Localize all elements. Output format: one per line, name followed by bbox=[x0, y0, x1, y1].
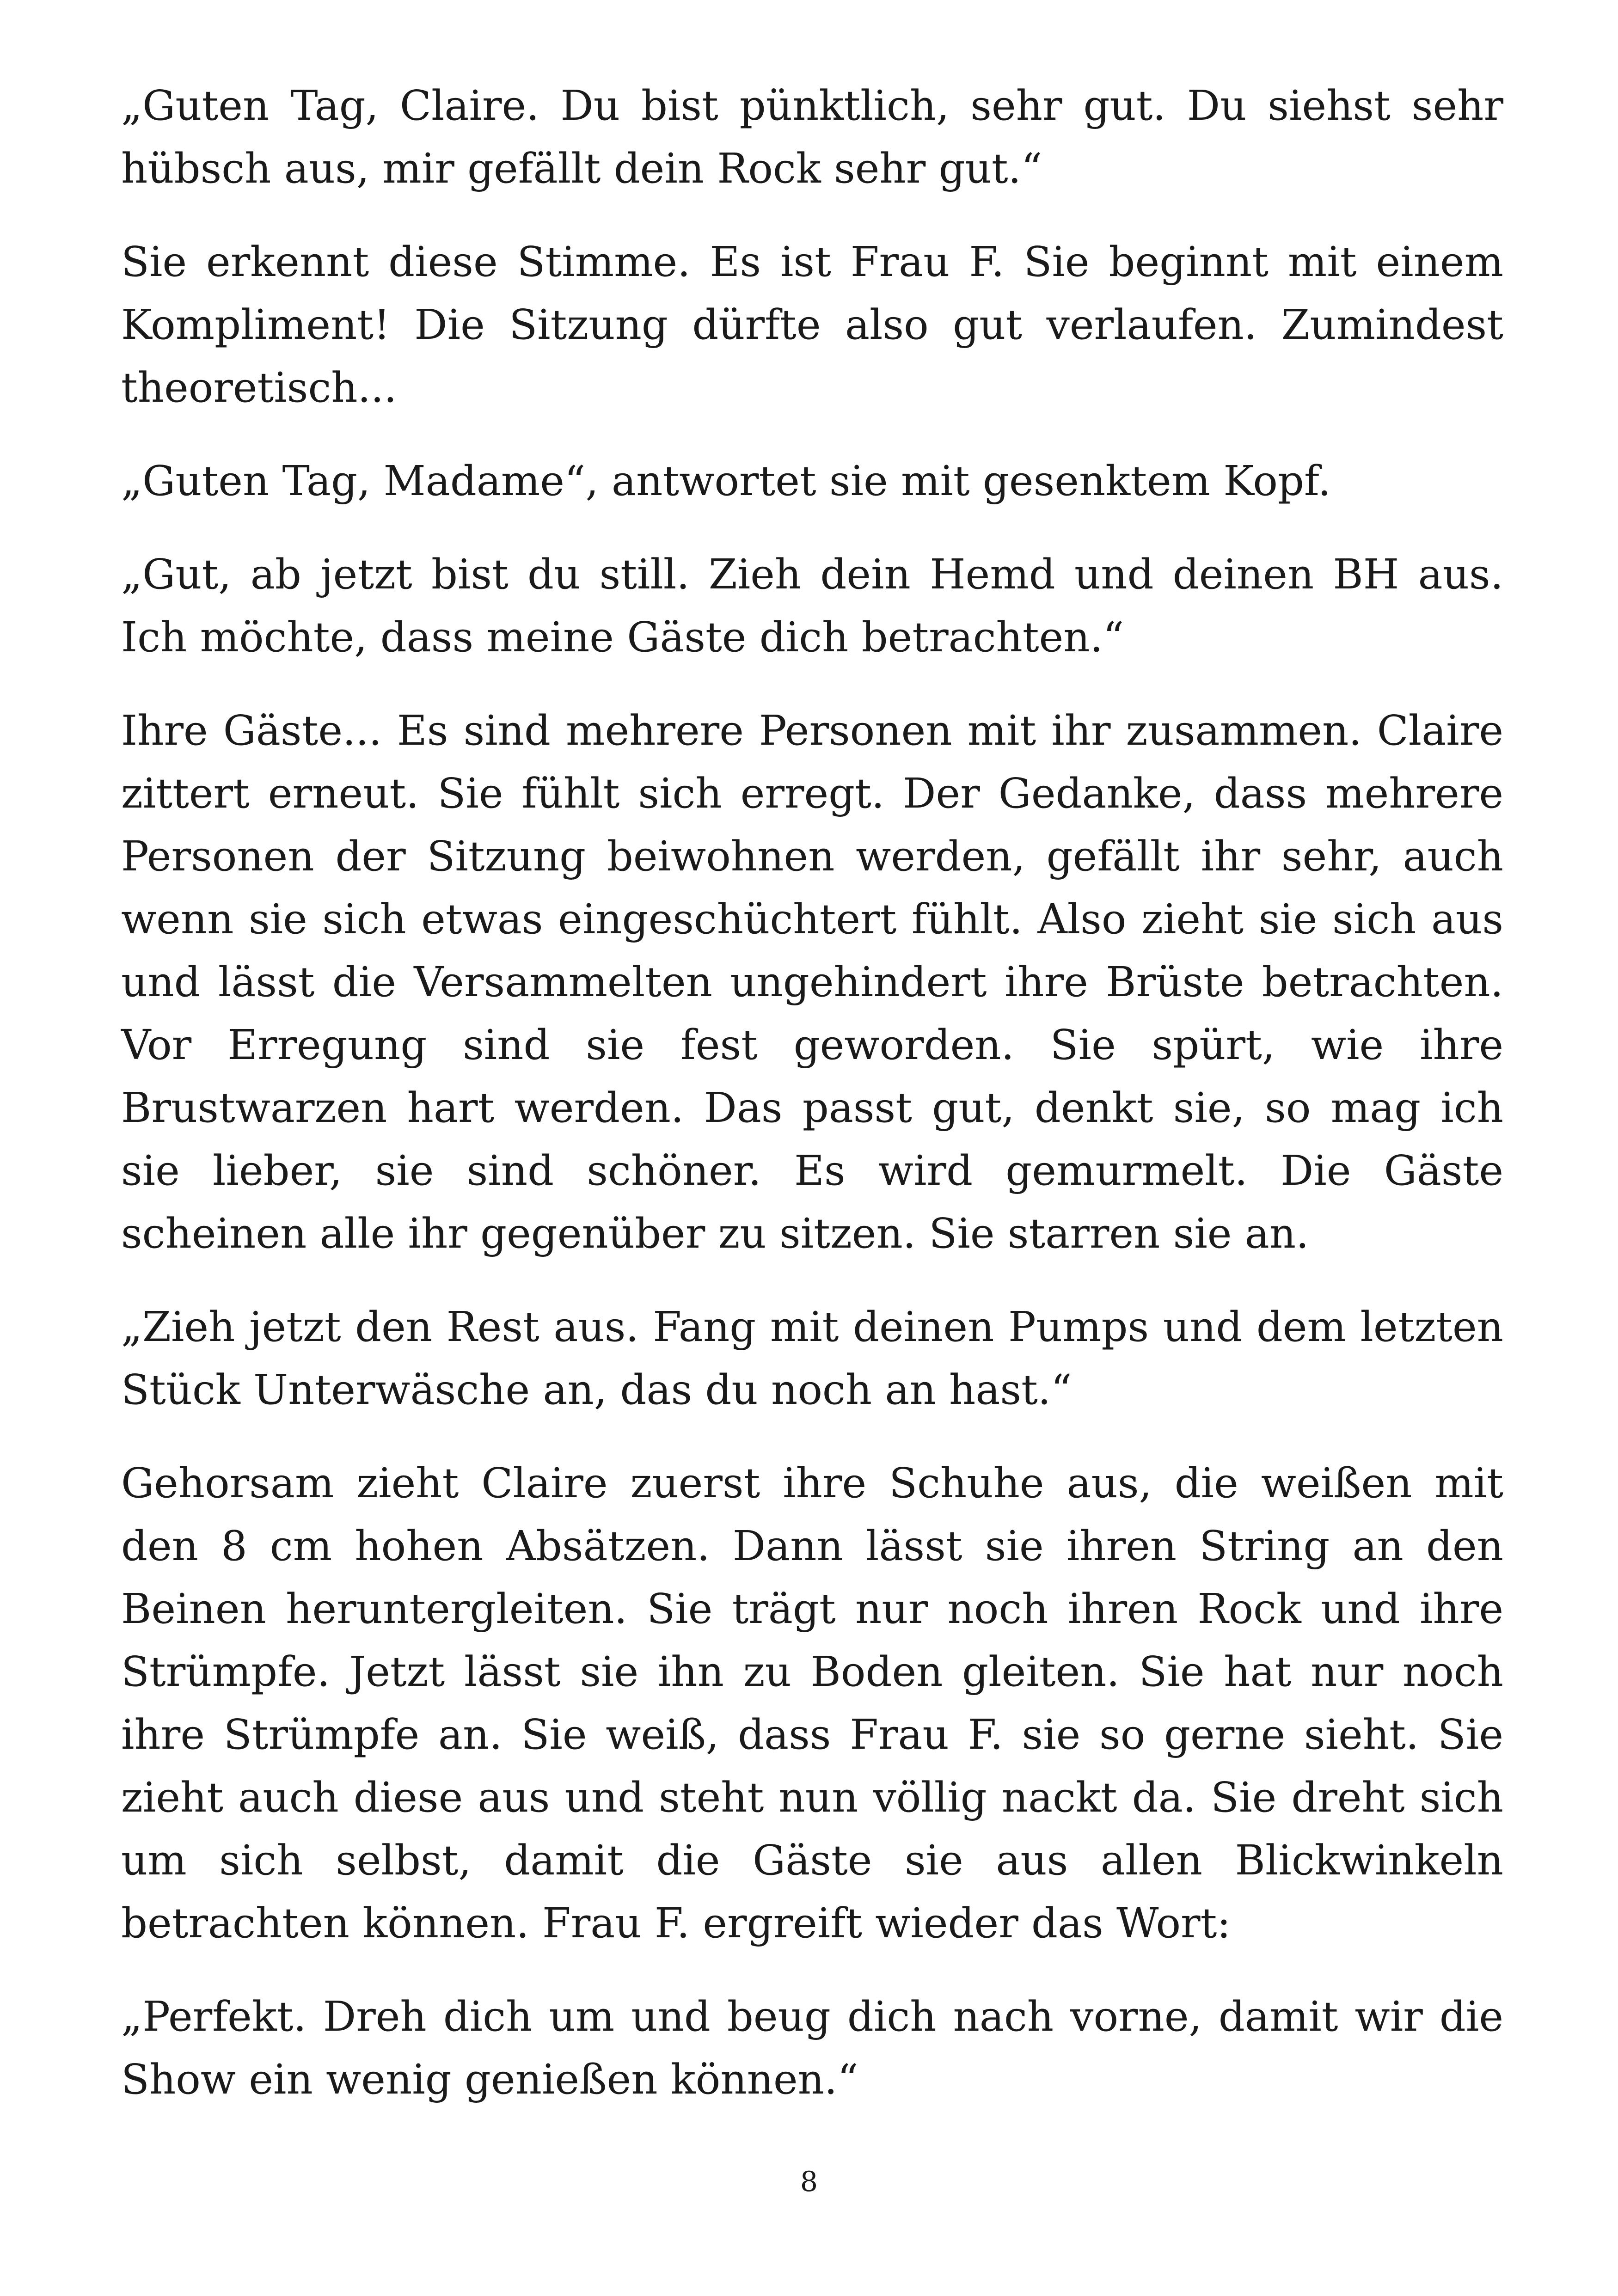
body-text bbox=[121, 74, 1503, 2111]
paragraph-6: „Zieh jetzt den Rest aus. Fang mit deinen Pumps und dem letzten Stück Unterwäsche an, das du noch an hast.“ bbox=[121, 1303, 1503, 1414]
paragraph-4: „Gut, ab jetzt bist du still. Zieh dein Hemd und deinen BH aus. Ich möchte, dass meine Gäste dich betrachten.“ bbox=[121, 550, 1503, 661]
paragraph-2: Sie erkennt diese Stimme. Es ist Frau F. Sie beginnt mit einem Kompliment! Die Sitzung dürfte also gut verlaufen. Zumindest theoretisch... bbox=[121, 238, 1503, 411]
page-number: 8 bbox=[800, 2166, 818, 2198]
paragraph-3: „Guten Tag, Madame“, antwortet sie mit gesenktem Kopf. bbox=[121, 457, 1331, 505]
paragraph-5: Ihre Gäste... Es sind mehrere Personen mit ihr zusammen. Claire zittert erneut. Sie fühlt sich erregt. Der Gedanke, dass mehrere Personen der Sitzung beiwohnen werden, gefällt ihr sehr, auch wenn sie sich etwas eingeschüchtert fühlt. Also zieht sie sich aus und lässt die Versammelten ungehindert ihre Brüste betrachten. Vor Erregung sind sie fest geworden. Sie spürt, wie ihre Brustwarzen hart werden. Das passt gut, denkt sie, so mag ich sie lieber, sie sind schöner. Es wird gemurmelt. Die Gäste scheinen alle ihr gegenüber zu sitzen. Sie starren sie an. bbox=[121, 706, 1503, 1257]
paragraph-1: „Guten Tag, Claire. Du bist pünktlich, sehr gut. Du siehst sehr hübsch aus, mir gefällt dein Rock sehr gut.“ bbox=[121, 81, 1503, 192]
paragraph-7: Gehorsam zieht Claire zuerst ihre Schuhe aus, die weißen mit den 8 cm hohen Absätzen. Dann lässt sie ihren String an den Beinen heruntergleiten. Sie trägt nur noch ihren Rock und ihre Strümpfe. Jetzt lässt sie ihn zu Boden gleiten. Sie hat nur noch ihre Strümpfe an. Sie weiß, dass Frau F. sie so gerne sieht. Sie zieht auch diese aus und steht nun völlig nackt da. Sie dreht sich um sich selbst, damit die Gäste sie aus allen Blickwinkeln betrachten können. Frau F. ergreift wieder das Wort: bbox=[121, 1459, 1503, 1947]
paragraph-8: „Perfekt. Dreh dich um und beug dich nach vorne, damit wir die Show ein wenig genießen können.“ bbox=[121, 1992, 1503, 2103]
